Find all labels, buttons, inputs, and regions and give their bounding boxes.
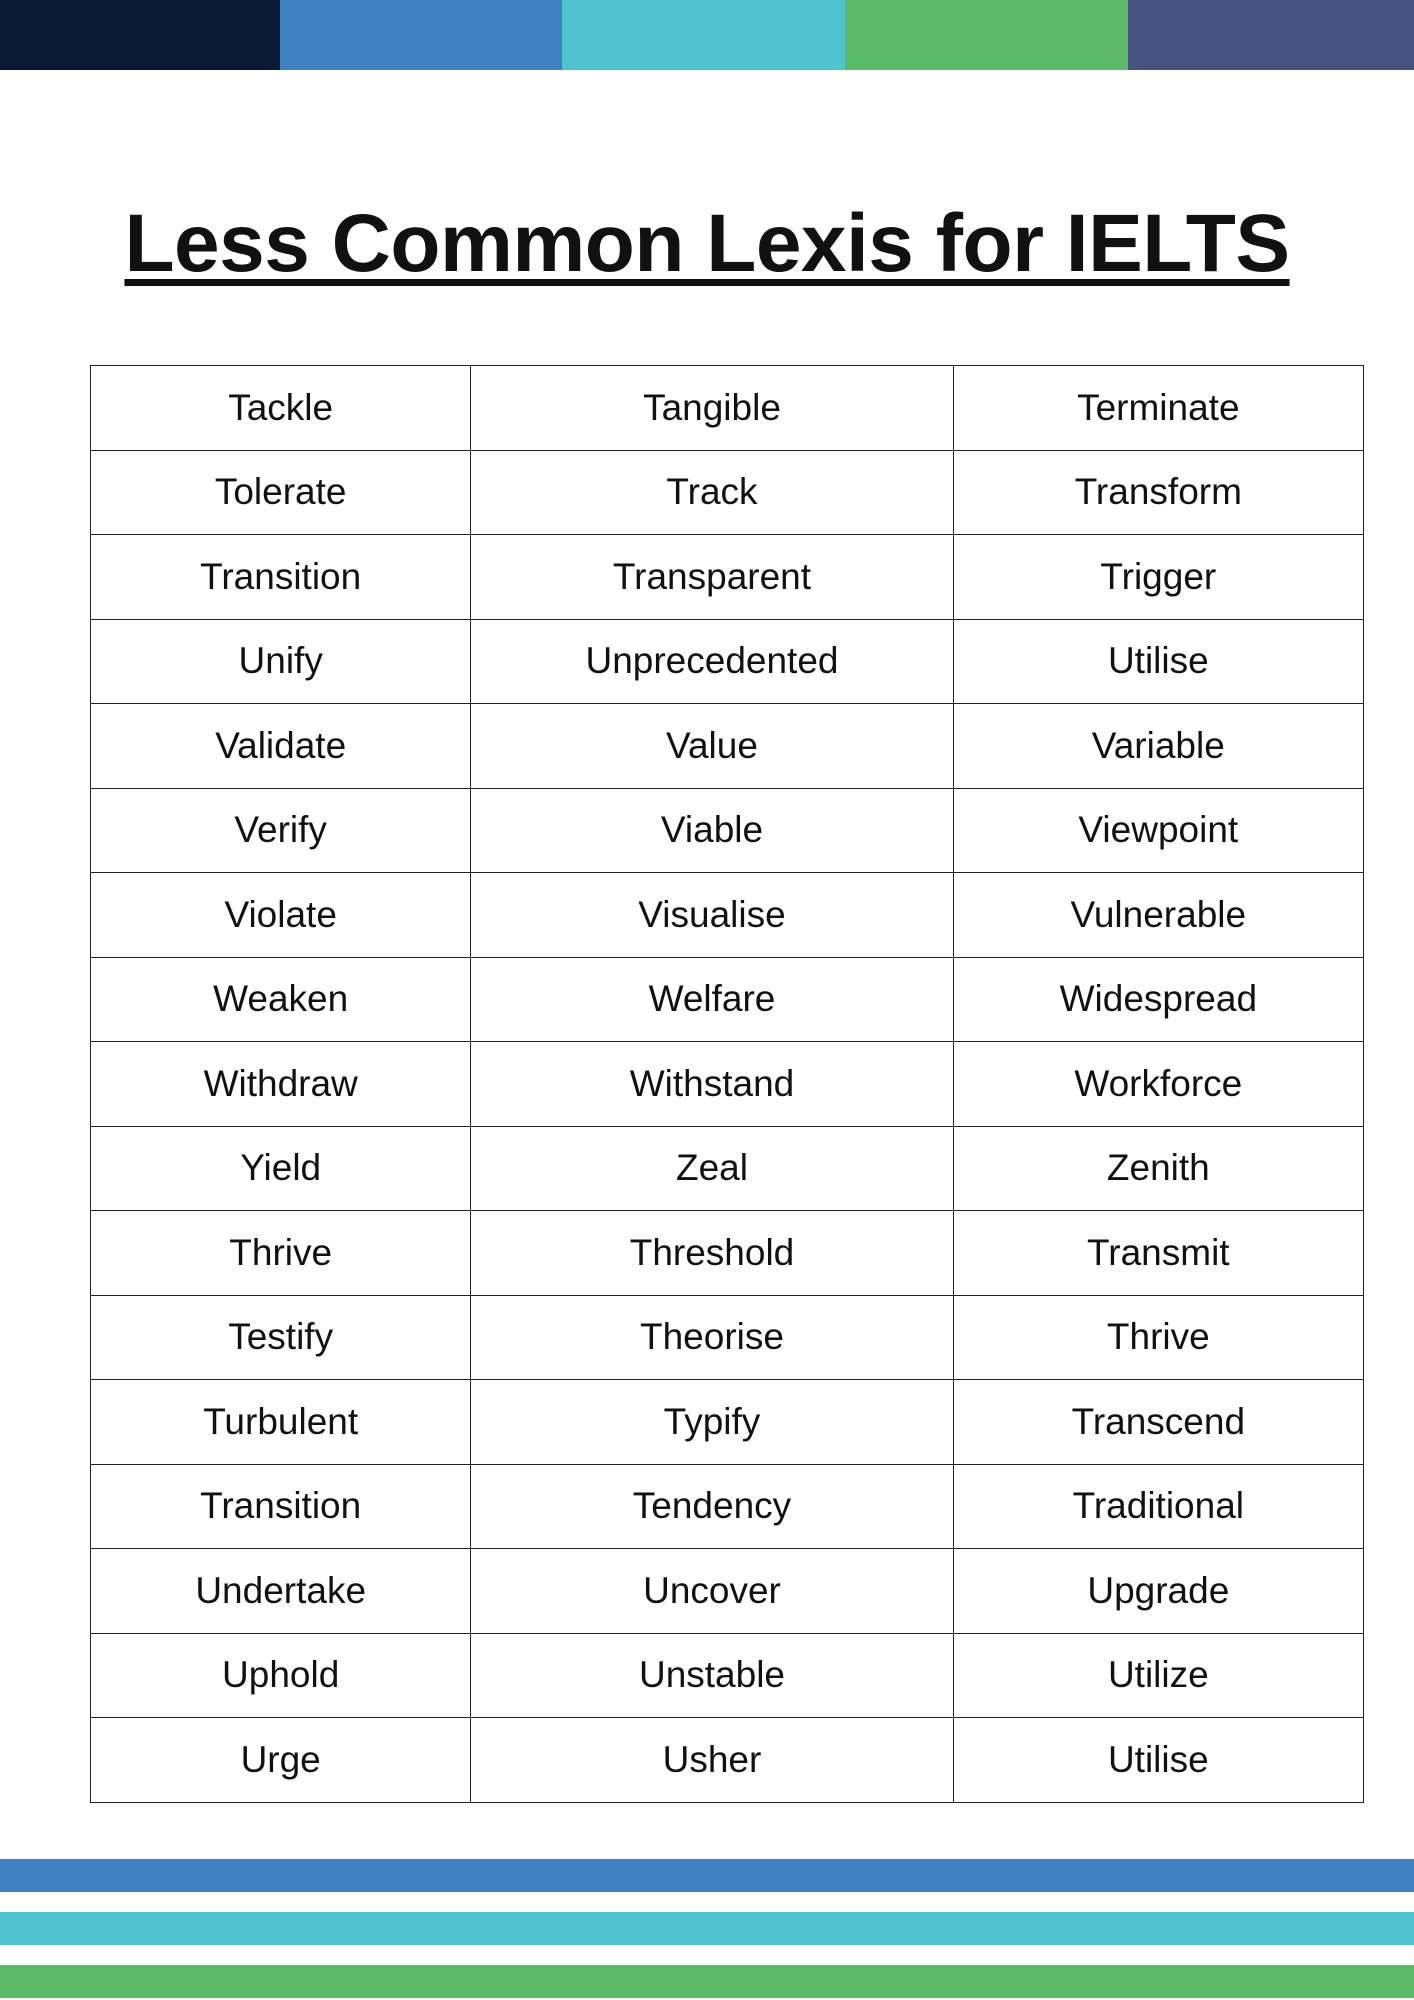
table-row — [91, 1464, 1364, 1549]
word-cell: Viable — [471, 788, 953, 873]
word-cell: Upgrade — [953, 1549, 1363, 1634]
word-cell: Testify — [91, 1295, 471, 1380]
table-row — [91, 535, 1364, 620]
table-row — [91, 1211, 1364, 1296]
table-row — [91, 957, 1364, 1042]
word-cell: Variable — [953, 704, 1363, 789]
word-cell: Unprecedented — [471, 619, 953, 704]
word-cell: Tolerate — [91, 450, 471, 535]
word-cell: Threshold — [471, 1211, 953, 1296]
table-row — [91, 1633, 1364, 1718]
word-cell: Typify — [471, 1380, 953, 1465]
word-cell: Vulnerable — [953, 873, 1363, 958]
word-cell: Transition — [91, 535, 471, 620]
word-cell: Track — [471, 450, 953, 535]
word-cell: Withstand — [471, 1042, 953, 1127]
word-cell: Withdraw — [91, 1042, 471, 1127]
word-cell: Utilize — [953, 1633, 1363, 1718]
table-row — [91, 450, 1364, 535]
word-cell: Tendency — [471, 1464, 953, 1549]
word-cell: Tackle — [91, 366, 471, 451]
word-cell: Widespread — [953, 957, 1363, 1042]
table-row — [91, 1549, 1364, 1634]
top-block-cyan — [562, 0, 845, 70]
word-cell: Urge — [91, 1718, 471, 1803]
word-cell: Viewpoint — [953, 788, 1363, 873]
word-cell: Transcend — [953, 1380, 1363, 1465]
table-row — [91, 1126, 1364, 1211]
table-row — [91, 366, 1364, 451]
page-title: Less Common Lexis for IELTS — [124, 198, 1290, 289]
table-row — [91, 1042, 1364, 1127]
bottom-stripe-blue — [0, 1859, 1414, 1892]
vocabulary-table — [90, 365, 1364, 1803]
table-row — [91, 788, 1364, 873]
word-cell: Weaken — [91, 957, 471, 1042]
word-cell: Validate — [91, 704, 471, 789]
table-row — [91, 1718, 1364, 1803]
word-cell: Terminate — [953, 366, 1363, 451]
word-cell: Turbulent — [91, 1380, 471, 1465]
word-cell: Zenith — [953, 1126, 1363, 1211]
word-cell: Traditional — [953, 1464, 1363, 1549]
word-cell: Unstable — [471, 1633, 953, 1718]
word-cell: Transition — [91, 1464, 471, 1549]
word-cell: Thrive — [953, 1295, 1363, 1380]
top-block-slate — [1128, 0, 1414, 70]
bottom-stripe-green — [0, 1965, 1414, 1998]
word-cell: Verify — [91, 788, 471, 873]
word-cell: Transparent — [471, 535, 953, 620]
word-cell: Tangible — [471, 366, 953, 451]
word-cell: Uphold — [91, 1633, 471, 1718]
table-row — [91, 1380, 1364, 1465]
word-cell: Utilise — [953, 619, 1363, 704]
top-block-blue — [280, 0, 562, 70]
table-row — [91, 873, 1364, 958]
table-row — [91, 619, 1364, 704]
word-cell: Visualise — [471, 873, 953, 958]
top-block-navy — [0, 0, 280, 70]
top-block-green — [845, 0, 1128, 70]
word-cell: Transmit — [953, 1211, 1363, 1296]
word-cell: Value — [471, 704, 953, 789]
word-cell: Workforce — [953, 1042, 1363, 1127]
word-cell: Theorise — [471, 1295, 953, 1380]
word-cell: Transform — [953, 450, 1363, 535]
word-cell: Trigger — [953, 535, 1363, 620]
word-cell: Utilise — [953, 1718, 1363, 1803]
word-cell: Welfare — [471, 957, 953, 1042]
bottom-stripe-cyan — [0, 1912, 1414, 1945]
word-cell: Undertake — [91, 1549, 471, 1634]
word-cell: Thrive — [91, 1211, 471, 1296]
word-cell: Uncover — [471, 1549, 953, 1634]
word-cell: Yield — [91, 1126, 471, 1211]
table-row — [91, 704, 1364, 789]
word-cell: Unify — [91, 619, 471, 704]
word-cell: Zeal — [471, 1126, 953, 1211]
word-cell: Violate — [91, 873, 471, 958]
word-cell: Usher — [471, 1718, 953, 1803]
table-row — [91, 1295, 1364, 1380]
top-color-bar — [0, 0, 1414, 70]
